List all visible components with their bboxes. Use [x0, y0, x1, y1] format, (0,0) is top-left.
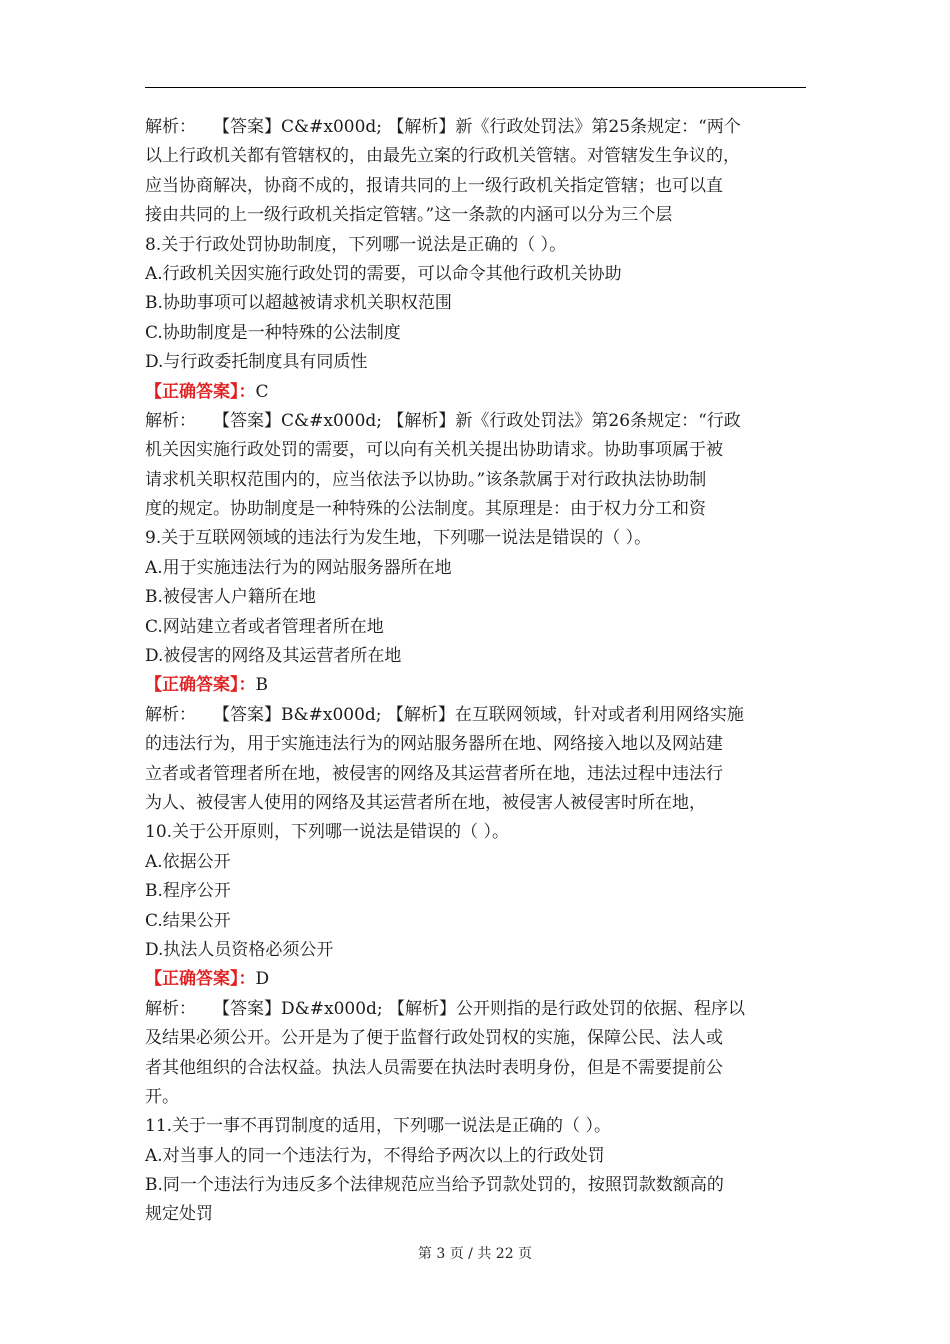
text-line: B.同一个违法行为违反多个法律规范应当给予罚款处罚的，按照罚款数额高的 — [145, 1175, 724, 1196]
text-line: D.被侵害的网络及其运营者所在地 — [145, 646, 402, 667]
text-line: 解析： 【答案】D&#x000d; 【解析】公开则指的是行政处罚的依据、程序以 — [145, 998, 746, 1019]
header-rule — [145, 87, 806, 88]
text-line: B.程序公开 — [145, 881, 231, 902]
correct-answer-label: 【正确答案】： — [145, 969, 256, 990]
text-line: 规定处罚 — [145, 1204, 213, 1225]
correct-answer-line — [145, 378, 811, 407]
text-line: 以上行政机关都有管辖权的，由最先立案的行政机关管辖。对管辖发生争议的， — [145, 146, 740, 167]
text-line: 应当协商解决，协商不成的，报请共同的上一级行政机关指定管辖；也可以直 — [145, 175, 723, 196]
text-line: 接由共同的上一级行政机关指定管辖。”这一条款的内涵可以分为三个层 — [145, 205, 673, 226]
text-line: 9.关于互联网领域的违法行为发生地，下列哪一说法是错误的（ ）。 — [145, 528, 652, 549]
text-line: 及结果必须公开。公开是为了便于监督行政处罚权的实施，保障公民、法人或 — [145, 1028, 723, 1049]
text-line: C.结果公开 — [145, 910, 231, 931]
text-line: 度的规定。协助制度是一种特殊的公法制度。其原理是：由于权力分工和资 — [145, 499, 706, 520]
text-line: B.协助事项可以超越被请求机关职权范围 — [145, 293, 452, 314]
text-line: 立者或者管理者所在地，被侵害的网络及其运营者所在地，违法过程中违法行 — [145, 763, 723, 784]
text-line: A.用于实施违法行为的网站服务器所在地 — [145, 557, 452, 578]
document-body — [145, 113, 811, 1230]
text-line: A.依据公开 — [145, 851, 231, 872]
text-line: 8.关于行政处罚协助制度，下列哪一说法是正确的（ ）。 — [145, 234, 567, 255]
text-line: 11.关于一事不再罚制度的适用，下列哪一说法是正确的（ ）。 — [145, 1116, 611, 1137]
text-line: 10.关于公开原则，下列哪一说法是错误的（ ）。 — [145, 822, 509, 843]
correct-answer-value: C — [255, 381, 269, 402]
text-line: 机关因实施行政处罚的需要，可以向有关机关提出协助请求。协助事项属于被 — [145, 440, 723, 461]
text-line: 为人、被侵害人使用的网络及其运营者所在地，被侵害人被侵害时所在地， — [145, 792, 706, 813]
text-line: C.网站建立者或者管理者所在地 — [145, 616, 384, 637]
page-footer: 第 3 页 / 共 22 页 — [417, 1246, 533, 1262]
text-line: 解析： 【答案】C&#x000d; 【解析】新《行政处罚法》第26条规定：“行政 — [145, 410, 741, 431]
text-line: C.协助制度是一种特殊的公法制度 — [145, 322, 401, 343]
text-line: 解析： 【答案】C&#x000d; 【解析】新《行政处罚法》第25条规定：“两个 — [145, 117, 741, 137]
correct-answer-label: 【正确答案】： — [145, 381, 256, 402]
text-line: B.被侵害人户籍所在地 — [145, 587, 316, 608]
text-line: 的违法行为，用于实施违法行为的网站服务器所在地、网络接入地以及网站建 — [145, 734, 723, 755]
text-line: A.对当事人的同一个违法行为，不得给予两次以上的行政处罚 — [145, 1145, 605, 1166]
text-line: 解析： 【答案】B&#x000d; 【解析】在互联网领域，针对或者利用网络实施 — [145, 704, 744, 725]
text-line: A.行政机关因实施行政处罚的需要，可以命令其他行政机关协助 — [145, 263, 622, 284]
correct-answer-value: B — [255, 675, 268, 696]
correct-answer-line — [145, 671, 811, 700]
text-line: 请求机关职权范围内的，应当依法予以协助。”该条款属于对行政执法协助制 — [145, 469, 707, 490]
correct-answer-value: D — [255, 969, 270, 990]
text-line: 开。 — [145, 1086, 179, 1107]
text-line: D.与行政委托制度具有同质性 — [145, 352, 368, 373]
text-line: 者其他组织的合法权益。执法人员需要在执法时表明身份，但是不需要提前公 — [145, 1057, 723, 1078]
text-line: D.执法人员资格必须公开 — [145, 939, 334, 960]
correct-answer-line — [145, 965, 811, 994]
correct-answer-label: 【正确答案】： — [145, 675, 256, 696]
